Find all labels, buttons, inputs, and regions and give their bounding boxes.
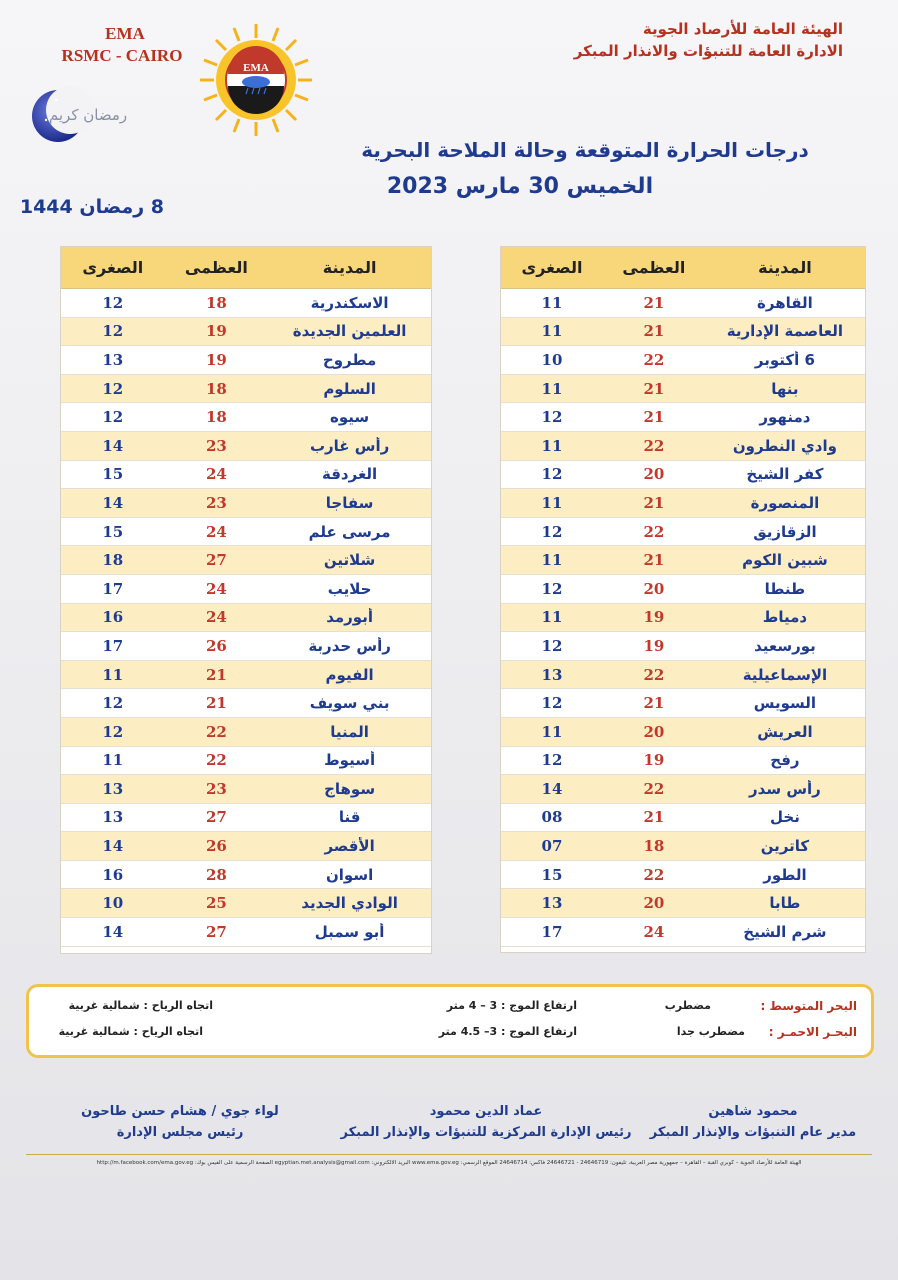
city-cell: الإسماعيلية [742, 665, 828, 684]
signature-name: محمود شاهين [708, 1104, 798, 1119]
max-temp-cell: 21 [643, 694, 665, 713]
max-temp-cell: 22 [643, 779, 665, 798]
max-temp-cell: 22 [643, 350, 665, 369]
min-temp-cell: 08 [541, 808, 563, 827]
city-cell: الوادي الجديد [301, 894, 398, 913]
min-temp-cell: 10 [541, 350, 563, 369]
table-row [501, 889, 865, 918]
max-temp-cell: 21 [643, 808, 665, 827]
page-title: درجات الحرارة المتوقعة وحالة الملاحة البحرية [361, 138, 809, 162]
city-cell: رأس غارب [309, 436, 390, 455]
min-temp-cell: 12 [541, 465, 563, 484]
min-temp-cell: 17 [102, 636, 124, 655]
table-row [501, 461, 865, 490]
min-temp-cell: 14 [102, 922, 124, 941]
max-temp-cell: 24 [205, 579, 227, 598]
min-temp-cell: 13 [102, 350, 124, 369]
city-cell: أبو سمبل [314, 922, 385, 941]
max-temp-cell: 25 [205, 894, 227, 913]
max-temp-cell: 20 [643, 465, 665, 484]
table-row [501, 604, 865, 633]
city-cell: شبين الكوم [742, 551, 828, 570]
min-temp-cell: 12 [102, 293, 124, 312]
ema-label: EMA [105, 24, 145, 43]
city-cell: مرسى علم [308, 522, 391, 541]
signature-chairman [40, 1104, 320, 1140]
table-row [61, 604, 431, 633]
city-cell: أبورمد [326, 608, 373, 627]
table-row [501, 832, 865, 861]
min-temp-cell: 15 [541, 865, 563, 884]
min-temp-cell: 16 [102, 865, 124, 884]
min-temp-cell: 14 [102, 436, 124, 455]
red-wave-height: ارتفاع الموج : 3– 4.5 متر [438, 1025, 577, 1038]
city-cell: دمنهور [759, 408, 811, 427]
table-row [61, 575, 431, 604]
table-row [61, 918, 431, 947]
signature-name: لواء جوي / هشام حسن طاحون [81, 1104, 279, 1119]
table-row [501, 689, 865, 718]
org-name: الهيئة العامة للأرصاد الجوية [642, 20, 843, 38]
city-cell: طابا [769, 894, 801, 913]
max-temp-cell: 22 [205, 751, 227, 770]
max-temp-cell: 21 [643, 379, 665, 398]
max-temp-cell: 21 [643, 551, 665, 570]
min-temp-cell: 12 [541, 522, 563, 541]
table-row [501, 546, 865, 575]
min-temp-cell: 11 [102, 751, 124, 770]
max-temp-cell: 22 [205, 722, 227, 741]
max-temp-cell: 19 [643, 636, 665, 655]
max-temp-cell: 24 [205, 608, 227, 627]
table-row [501, 918, 865, 947]
med-sea-state: مضطرب [664, 999, 711, 1012]
med-wave-height: ارتفاع الموج : 3 – 4 متر [446, 999, 577, 1012]
city-cell: قنا [338, 808, 361, 827]
ramadan-logo [26, 80, 138, 146]
table-row [61, 461, 431, 490]
min-temp-cell: 11 [541, 379, 563, 398]
table-row [501, 775, 865, 804]
max-temp-cell: 21 [643, 322, 665, 341]
min-temp-cell: 16 [102, 608, 124, 627]
header-city: المدينة [758, 258, 812, 277]
min-temp-cell: 14 [102, 493, 124, 512]
table-row [501, 489, 865, 518]
min-temp-cell: 11 [541, 722, 563, 741]
footer-contact: الهيئة العامة للأرصاد الجوية – كوبري القبة – القاهرة – جمهورية مصر العربية، تليفون: 24646719 - 24646721 فاكس: 24646714 الموقع الرسمي: www.ema.gov.eg البريد الالكتروني: egyptian.met.analysis@gmail.com الصفحة الرسمية على الفيس بوك: http://m.facebook.com/ema.gov.eg [96, 1160, 802, 1166]
max-temp-cell: 28 [205, 865, 227, 884]
city-cell: رفح [770, 751, 800, 770]
city-cell: بنها [771, 379, 799, 398]
left-table-body [61, 289, 431, 947]
min-temp-cell: 17 [102, 579, 124, 598]
med-wind-direction: اتجاه الرياح : شمالية غربية [68, 999, 213, 1012]
min-temp-cell: 17 [541, 922, 563, 941]
max-temp-cell: 18 [205, 379, 227, 398]
signature-title: رئيس الإدارة المركزية للتنبؤات والإنذار المبكر [340, 1125, 632, 1140]
red-wind-direction: اتجاه الرياح : شمالية غربية [58, 1025, 203, 1038]
table-row [501, 518, 865, 547]
table-row [61, 518, 431, 547]
min-temp-cell: 12 [541, 694, 563, 713]
table-row [61, 632, 431, 661]
min-temp-cell: 07 [541, 837, 563, 856]
min-temp-cell: 12 [541, 579, 563, 598]
signature-title: مدير عام التنبؤات والإنذار المبكر [649, 1125, 857, 1140]
city-cell: القاهرة [757, 293, 813, 312]
max-temp-cell: 19 [643, 608, 665, 627]
max-temp-cell: 19 [643, 751, 665, 770]
city-cell: حلايب [327, 579, 372, 598]
table-row [501, 861, 865, 890]
table-row [501, 575, 865, 604]
table-row [61, 289, 431, 318]
max-temp-cell: 24 [643, 922, 665, 941]
org-department: الادارة العامة للتنبؤات والانذار المبكر [573, 42, 843, 60]
min-temp-cell: 12 [541, 408, 563, 427]
city-cell: رأس سدر [749, 779, 821, 798]
svg-text:رمضان كريم: رمضان كريم [48, 106, 128, 124]
right-temperature-table [500, 246, 866, 953]
table-row [61, 403, 431, 432]
table-row [61, 432, 431, 461]
table-row [501, 375, 865, 404]
max-temp-cell: 23 [205, 436, 227, 455]
city-cell: العلمين الجديدة [292, 322, 407, 341]
max-temp-cell: 20 [643, 894, 665, 913]
min-temp-cell: 12 [102, 694, 124, 713]
table-row [61, 546, 431, 575]
header-min: الصغرى [521, 258, 583, 277]
table-row [61, 346, 431, 375]
min-temp-cell: 11 [541, 322, 563, 341]
max-temp-cell: 22 [643, 436, 665, 455]
max-temp-cell: 21 [643, 493, 665, 512]
table-row [61, 318, 431, 347]
max-temp-cell: 24 [205, 465, 227, 484]
min-temp-cell: 13 [541, 665, 563, 684]
min-temp-cell: 15 [102, 465, 124, 484]
max-temp-cell: 19 [205, 322, 227, 341]
max-temp-cell: 27 [205, 551, 227, 570]
city-cell: المنيا [330, 722, 369, 741]
max-temp-cell: 26 [205, 636, 227, 655]
max-temp-cell: 21 [205, 665, 227, 684]
table-row [501, 432, 865, 461]
header-min: الصغرى [82, 258, 144, 277]
table-header [501, 247, 865, 289]
page-date: الخميس 30 مارس 2023 [386, 174, 654, 199]
min-temp-cell: 15 [102, 522, 124, 541]
max-temp-cell: 20 [643, 722, 665, 741]
city-cell: المنصورة [750, 493, 820, 512]
min-temp-cell: 11 [102, 665, 124, 684]
city-cell: الطور [763, 865, 807, 884]
max-temp-cell: 21 [643, 293, 665, 312]
table-header [61, 247, 431, 289]
min-temp-cell: 14 [541, 779, 563, 798]
table-row [501, 403, 865, 432]
city-cell: الاسكندرية [310, 293, 389, 312]
signature-forecast-director [638, 1104, 868, 1140]
max-temp-cell: 20 [643, 579, 665, 598]
city-cell: رأس حدربة [308, 636, 391, 655]
table-row [501, 289, 865, 318]
city-cell: الغردقة [322, 465, 378, 484]
table-row [501, 632, 865, 661]
city-cell: مطروح [322, 350, 377, 369]
min-temp-cell: 13 [102, 779, 124, 798]
signature-central-director [336, 1104, 636, 1140]
max-temp-cell: 21 [205, 694, 227, 713]
table-row [61, 889, 431, 918]
header-max: العظمى [622, 258, 686, 277]
header-city: المدينة [322, 258, 377, 277]
med-sea-label: البحر المتوسط : [760, 999, 857, 1013]
svg-text:EMA: EMA [243, 62, 269, 74]
city-cell: دمياط [762, 608, 808, 627]
table-row [61, 489, 431, 518]
max-temp-cell: 22 [643, 522, 665, 541]
ema-logo [196, 22, 316, 138]
red-sea-label: البحـر الاحمـر : [768, 1025, 857, 1039]
max-temp-cell: 27 [205, 808, 227, 827]
red-sea-state: مضطرب جدا [676, 1025, 745, 1038]
min-temp-cell: 11 [541, 493, 563, 512]
city-cell: الفيوم [325, 665, 374, 684]
max-temp-cell: 26 [205, 837, 227, 856]
min-temp-cell: 13 [102, 808, 124, 827]
max-temp-cell: 18 [205, 408, 227, 427]
min-temp-cell: 12 [102, 408, 124, 427]
sea-state-panel [26, 984, 874, 1058]
max-temp-cell: 18 [643, 837, 665, 856]
city-cell: سيوه [330, 408, 370, 427]
city-cell: أسيوط [324, 751, 376, 770]
city-cell: الزقازيق [753, 522, 817, 541]
city-cell: شرم الشيخ [743, 922, 827, 941]
city-cell: سوهاج [324, 779, 376, 798]
min-temp-cell: 12 [102, 722, 124, 741]
table-row [61, 832, 431, 861]
city-cell: بني سويف [309, 694, 390, 713]
max-temp-cell: 23 [205, 493, 227, 512]
table-row [61, 718, 431, 747]
city-cell: السويس [753, 694, 817, 713]
city-cell: نخل [770, 808, 800, 827]
max-temp-cell: 18 [205, 293, 227, 312]
table-row [61, 689, 431, 718]
right-table-body [501, 289, 865, 947]
city-cell: السلوم [323, 379, 376, 398]
max-temp-cell: 27 [205, 922, 227, 941]
min-temp-cell: 11 [541, 293, 563, 312]
min-temp-cell: 12 [102, 379, 124, 398]
max-temp-cell: 21 [643, 408, 665, 427]
signature-title: رئيس مجلس الإدارة [116, 1125, 244, 1140]
min-temp-cell: 11 [541, 436, 563, 455]
city-cell: طنطا [764, 579, 806, 598]
min-temp-cell: 12 [102, 322, 124, 341]
max-temp-cell: 23 [205, 779, 227, 798]
footer-rule [26, 1154, 872, 1155]
city-cell: شلاتين [323, 551, 376, 570]
city-cell: العاصمة الإدارية [726, 322, 844, 341]
table-row [501, 661, 865, 690]
table-row [501, 747, 865, 776]
city-cell: وادي النطرون [732, 436, 837, 455]
min-temp-cell: 10 [102, 894, 124, 913]
city-cell: كاترين [760, 837, 810, 856]
max-temp-cell: 19 [205, 350, 227, 369]
min-temp-cell: 14 [102, 837, 124, 856]
table-row [501, 318, 865, 347]
city-cell: سفاجا [325, 493, 374, 512]
table-row [501, 804, 865, 833]
rsmc-label: RSMC - CAIRO [61, 46, 183, 65]
table-row [501, 718, 865, 747]
city-cell: اسوان [325, 865, 374, 884]
signature-name: عماد الدين محمود [429, 1104, 543, 1119]
min-temp-cell: 11 [541, 608, 563, 627]
table-row [61, 747, 431, 776]
min-temp-cell: 11 [541, 551, 563, 570]
max-temp-cell: 24 [205, 522, 227, 541]
left-temperature-table [60, 246, 432, 954]
min-temp-cell: 12 [541, 636, 563, 655]
city-cell: 6 أكتوبر [754, 350, 815, 369]
table-row [61, 775, 431, 804]
table-row [501, 346, 865, 375]
city-cell: بورسعيد [754, 636, 816, 655]
max-temp-cell: 22 [643, 665, 665, 684]
min-temp-cell: 12 [541, 751, 563, 770]
hijri-date: 8 رمضان 1444 [19, 196, 164, 218]
header-max: العظمى [184, 258, 248, 277]
city-cell: العريش [757, 722, 813, 741]
table-row [61, 661, 431, 690]
table-row [61, 861, 431, 890]
table-row [61, 375, 431, 404]
max-temp-cell: 22 [643, 865, 665, 884]
table-row [61, 804, 431, 833]
min-temp-cell: 13 [541, 894, 563, 913]
city-cell: كفر الشيخ [746, 465, 824, 484]
min-temp-cell: 18 [102, 551, 124, 570]
city-cell: الأقصر [324, 837, 375, 856]
